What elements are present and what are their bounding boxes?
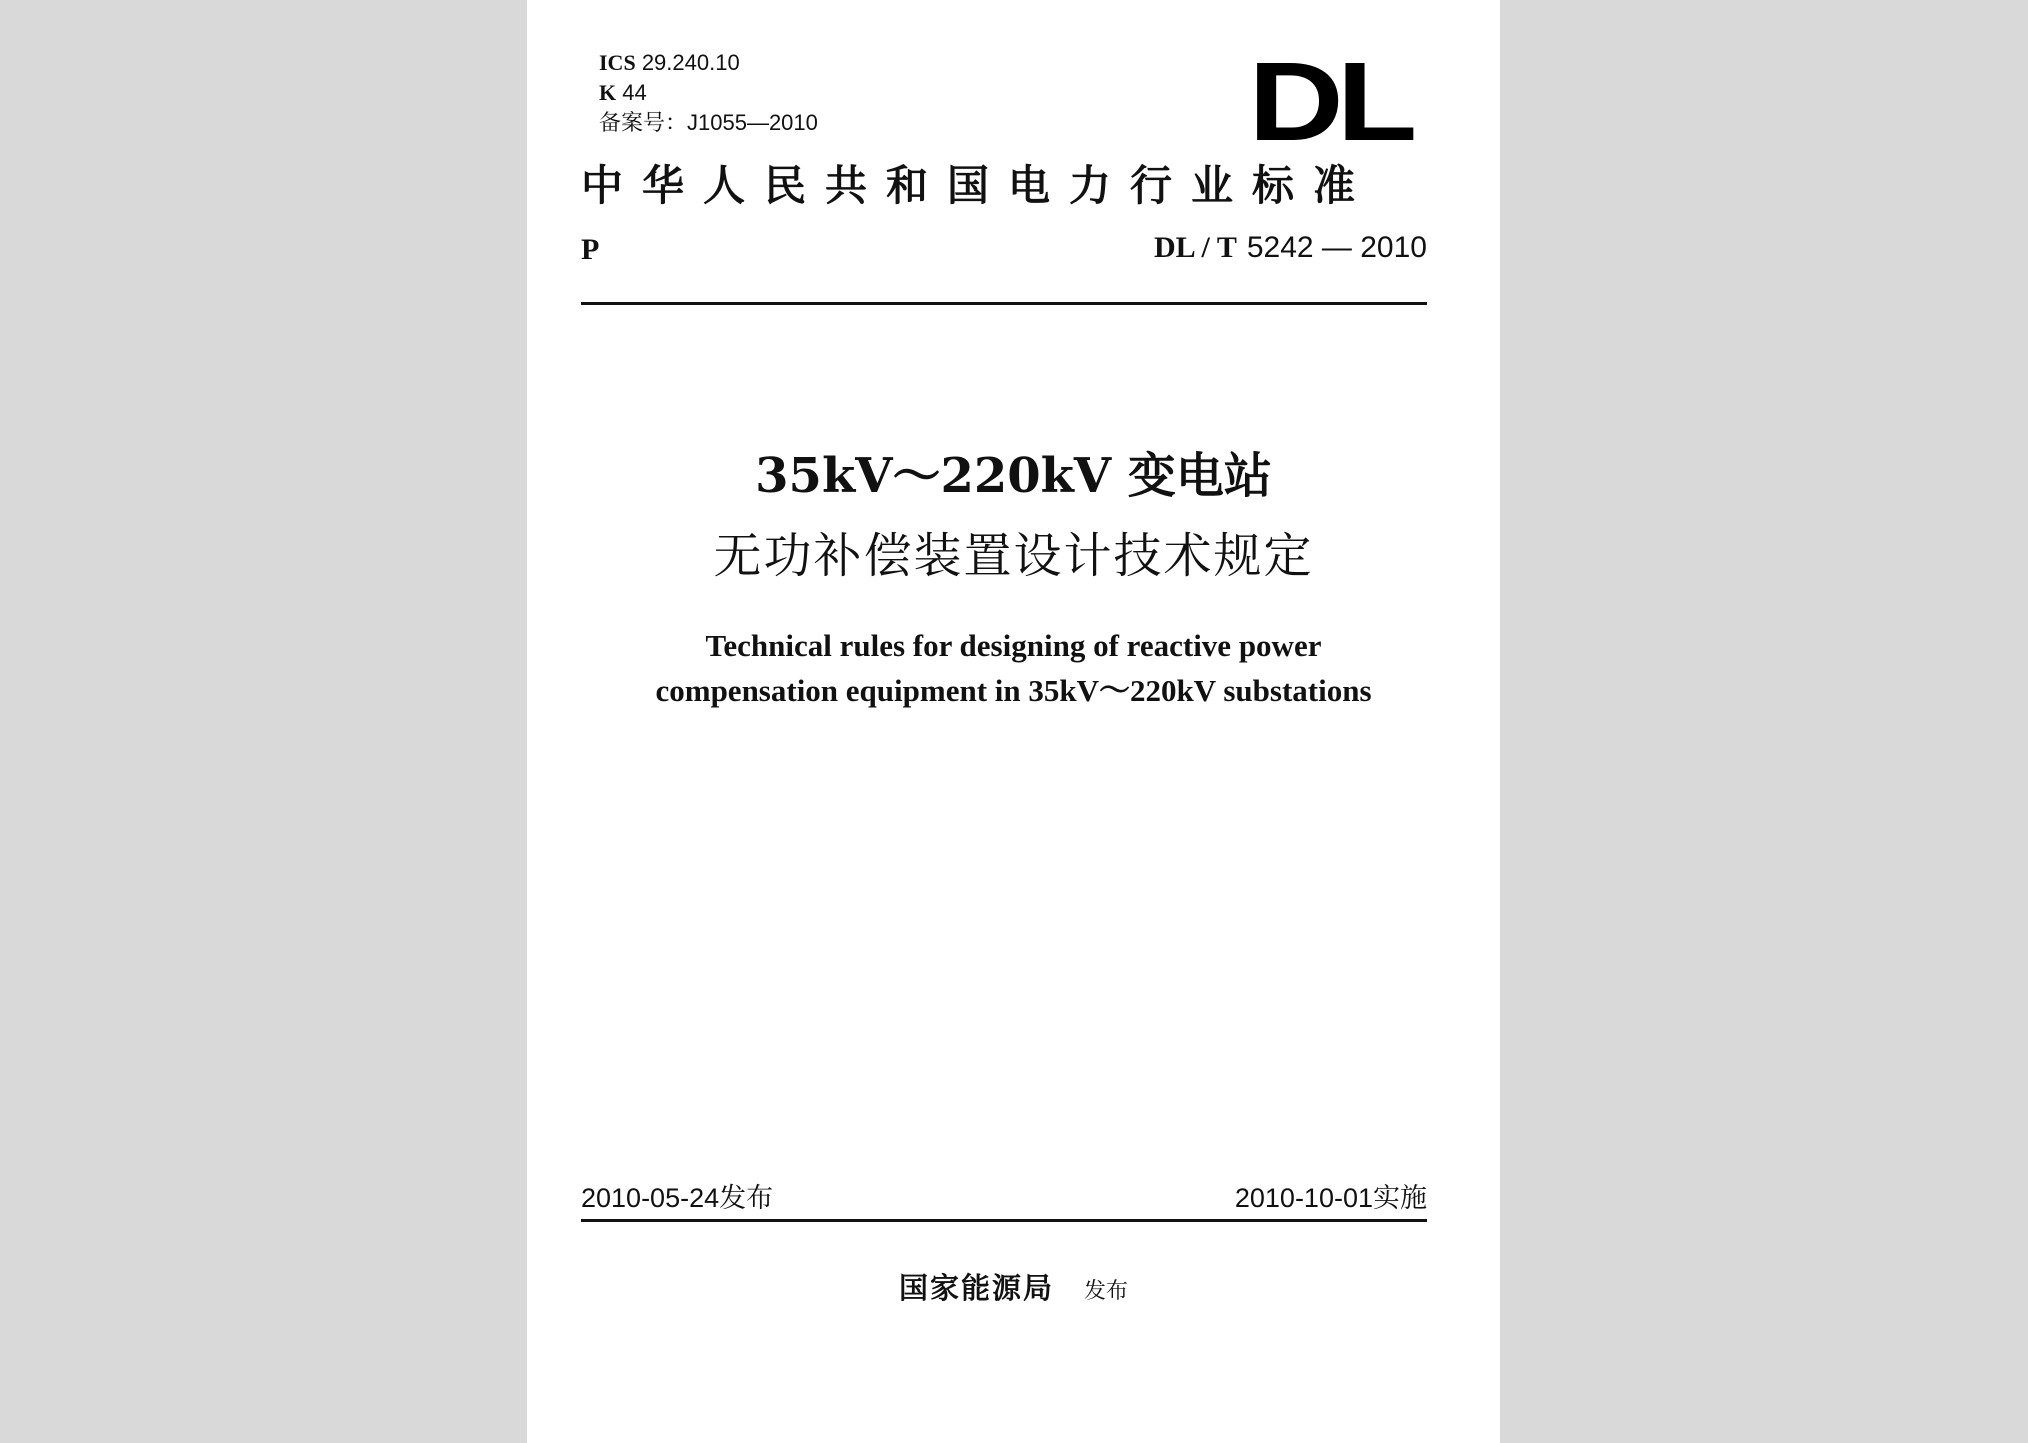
title-cn-line1: 35kV～220kV 变电站: [755, 448, 1272, 504]
implementation-date: 2010-10-01实施: [1234, 1183, 1427, 1214]
classification-code: P: [581, 233, 600, 266]
dl-logo: DL: [1247, 39, 1410, 164]
catalog-info: [599, 48, 818, 138]
title-en-line2: compensation equipment in 35kV～220kV substations: [655, 673, 1372, 708]
ics-code: ICS 29.240.10: [599, 50, 740, 75]
header-divider: [581, 302, 1427, 305]
title-en-line1: Technical rules for designing of reactive power: [705, 628, 1322, 663]
footer-divider: [581, 1219, 1427, 1222]
publisher-action: 发布: [1084, 1279, 1129, 1304]
standard-number-value: 5242 — 2010: [1246, 231, 1427, 264]
standard-type-heading: 中华人民共和国电力行业标准: [581, 161, 1375, 210]
publisher-org: 国家能源局: [898, 1271, 1054, 1305]
standard-number-prefix: DL / T: [1154, 231, 1237, 264]
publisher: [527, 1266, 1500, 1307]
document-page: [527, 0, 1500, 1443]
title-cn-line2: 无功补偿装置设计技术规定: [713, 528, 1314, 584]
k-code: K 44: [599, 80, 647, 105]
standard-number: [1154, 228, 1427, 268]
issue-date: 2010-05-24发布: [581, 1183, 774, 1214]
record-number: 备案号：J1055—2010: [599, 110, 818, 135]
